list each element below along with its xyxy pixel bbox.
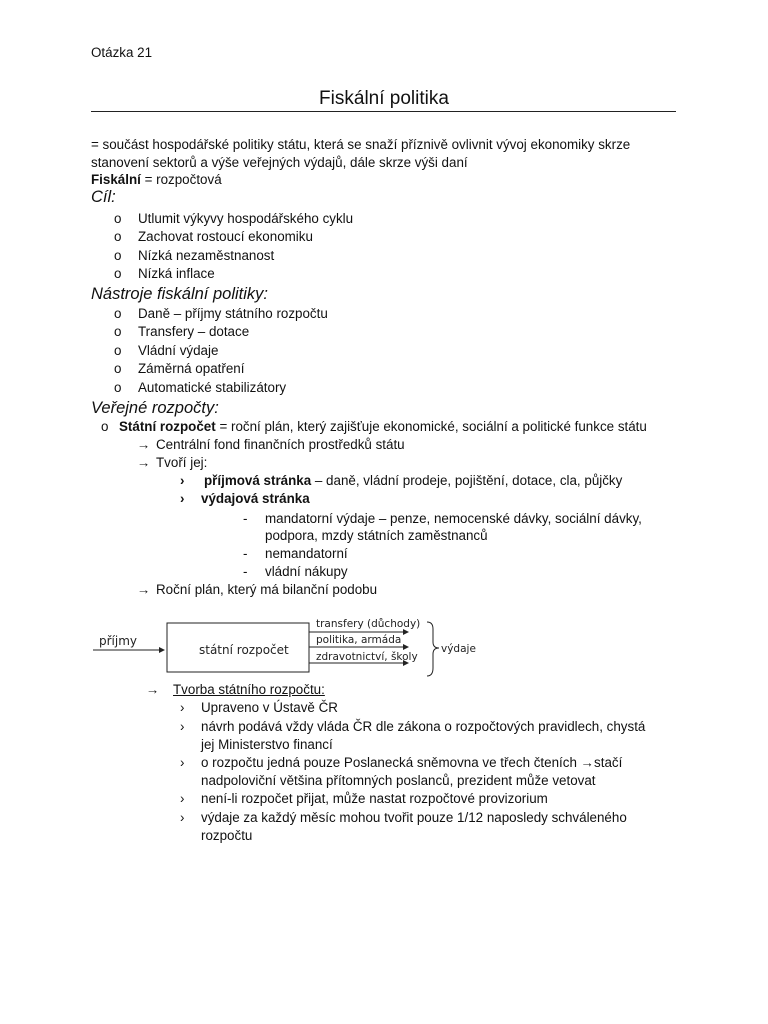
- goal-item: Utlumit výkyvy hospodářského cyklu: [138, 211, 354, 226]
- creation-item: Upraveno v Ústavě ČR: [201, 700, 338, 715]
- chevron-bullet: ›: [180, 491, 185, 506]
- state-budget-definition: [119, 418, 647, 436]
- tools-heading: Nástroje fiskální politiky:: [91, 285, 268, 303]
- fiscal-term: Fiskální: [91, 172, 141, 187]
- creation-item: není-li rozpočet přijat, může nastat rozpočtové provizorium: [201, 791, 548, 806]
- goal-item: Zachovat rostoucí ekonomiku: [138, 229, 313, 244]
- right-brace: [427, 622, 439, 676]
- dash-bullet: -: [243, 564, 248, 579]
- dash-bullet: -: [243, 511, 248, 526]
- government-purchases: vládní nákupy: [265, 564, 348, 579]
- creation-heading: Tvorba státního rozpočtu:: [173, 682, 325, 697]
- tool-item: Záměrná opatření: [138, 361, 245, 376]
- diagram-result-label: výdaje: [441, 643, 476, 655]
- composition-text: Tvoří jej:: [156, 455, 208, 470]
- list-bullet: o: [114, 361, 122, 376]
- fiscal-meaning: = rozpočtová: [140, 172, 222, 187]
- chevron-bullet: ›: [180, 700, 185, 715]
- list-bullet: o: [114, 324, 122, 339]
- diagram-box-label: státní rozpočet: [199, 643, 289, 657]
- income-side-term: příjmová stránka: [204, 473, 312, 488]
- arrow-bullet: →: [137, 437, 151, 452]
- intro-line-1: = součást hospodářské politiky státu, která se snaží příznivě ovlivnit vývoj ekonomiky skrze: [91, 137, 631, 152]
- list-bullet: o: [114, 211, 122, 226]
- list-bullet: o: [114, 248, 122, 263]
- chevron-bullet: ›: [180, 755, 185, 770]
- creation-item: o rozpočtu jedná pouze Poslanecká sněmovna ve třech čteních →stačí: [201, 755, 623, 770]
- tool-item: Automatické stabilizátory: [138, 380, 287, 395]
- diagram-output-politics: politika, armáda: [316, 634, 402, 646]
- diagram-output-health: zdravotnictví, školy: [316, 651, 418, 663]
- title-divider: [91, 111, 676, 112]
- list-bullet: o: [114, 266, 122, 281]
- creation-item-continued: rozpočtu: [201, 828, 253, 843]
- budgets-heading: Veřejné rozpočty:: [91, 399, 219, 417]
- arrow-bullet: →: [146, 682, 160, 697]
- creation-item: návrh podává vždy vláda ČR dle zákona o rozpočtových pravidlech, chystá: [201, 719, 646, 734]
- creation-item-continued: jej Ministerstvo financí: [201, 737, 333, 752]
- list-bullet: o: [114, 229, 122, 244]
- mandatory-expenses-line-2: podpora, mzdy státních zaměstnanců: [265, 528, 488, 543]
- non-mandatory-expenses: nemandatorní: [265, 546, 348, 561]
- goal-item: Nízká inflace: [138, 266, 215, 281]
- diagram-output-transfers: transfery (důchody): [316, 618, 421, 630]
- list-bullet: o: [114, 380, 122, 395]
- goals-heading: Cíl:: [91, 188, 116, 206]
- arrow-bullet: →: [137, 582, 151, 597]
- tool-item: Vládní výdaje: [138, 343, 219, 358]
- chevron-bullet: ›: [180, 810, 185, 825]
- state-budget-term: Státní rozpočet: [119, 419, 216, 434]
- creation-item: výdaje za každý měsíc mohou tvořit pouze 1/12 naposledy schváleného: [201, 810, 627, 825]
- question-number: Otázka 21: [91, 45, 153, 60]
- intro-line-2: stanovení sektorů a výše veřejných výdajů, dále skrze výši daní: [91, 155, 468, 170]
- central-fund-text: Centrální fond finančních prostředků státu: [156, 437, 405, 452]
- arrow-bullet: →: [137, 455, 151, 470]
- tool-item: Transfery – dotace: [138, 324, 250, 339]
- goal-item: Nízká nezaměstnanost: [138, 248, 275, 263]
- creation-item-continued: nadpoloviční většina přítomných poslanců, prezident může vetovat: [201, 773, 596, 788]
- list-bullet: o: [101, 419, 109, 434]
- income-side: [204, 472, 622, 490]
- income-side-items: – daně, vládní prodeje, pojištění, dotace, cla, půjčky: [311, 473, 623, 488]
- mandatory-expenses-line-1: mandatorní výdaje – penze, nemocenské dávky, sociální dávky,: [265, 511, 642, 526]
- page-title: Fiskální politika: [319, 88, 449, 109]
- list-bullet: o: [114, 343, 122, 358]
- chevron-bullet: ›: [180, 473, 185, 488]
- list-bullet: o: [114, 306, 122, 321]
- dash-bullet: -: [243, 546, 248, 561]
- budget-flow-diagram: [90, 612, 490, 680]
- balance-plan-text: Roční plán, který má bilanční podobu: [156, 582, 378, 597]
- state-budget-meaning: = roční plán, který zajišťuje ekonomické, sociální a politické funkce státu: [215, 419, 647, 434]
- expense-side-term: výdajová stránka: [201, 491, 310, 506]
- fiscal-definition: [91, 171, 222, 189]
- diagram-income-label: příjmy: [99, 634, 138, 648]
- chevron-bullet: ›: [180, 719, 185, 734]
- chevron-bullet: ›: [180, 791, 185, 806]
- tool-item: Daně – příjmy státního rozpočtu: [138, 306, 328, 321]
